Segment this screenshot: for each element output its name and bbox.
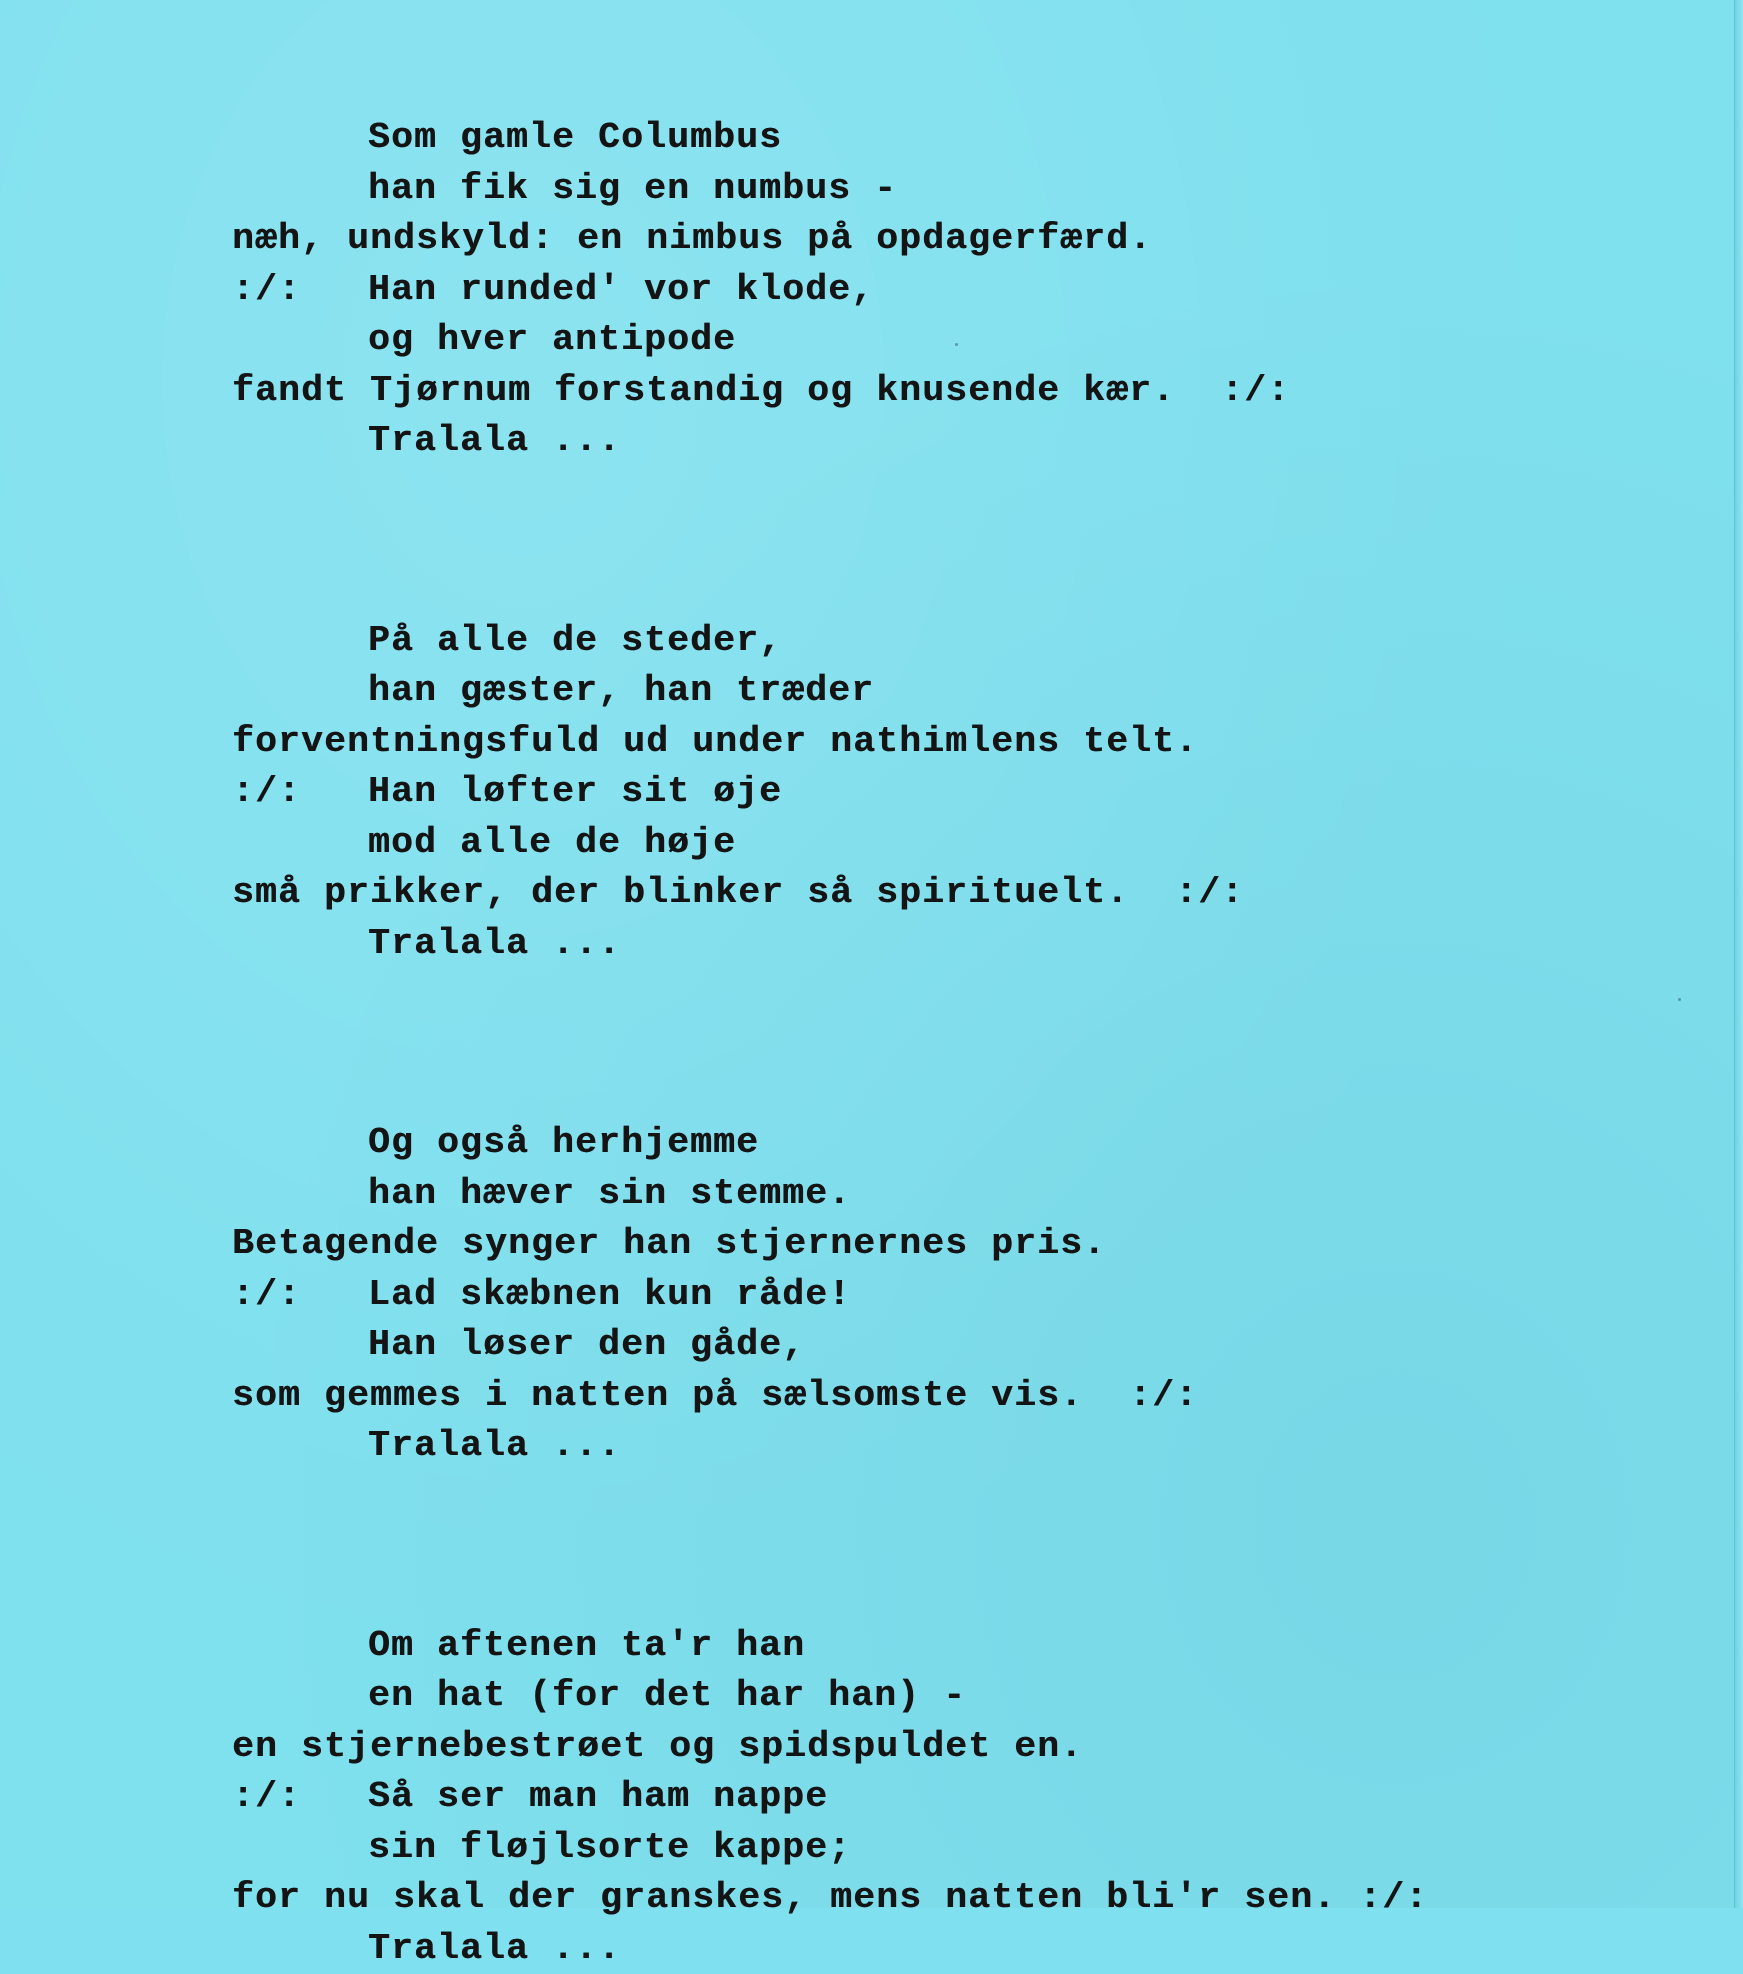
- poem-text: [232, 113, 1692, 1974]
- verse-line-text: Han løfter sit øje: [368, 771, 782, 812]
- verse-line-text: Lad skæbnen kun råde!: [368, 1274, 851, 1315]
- verse-line: næh, undskyld: en nimbus på opdagerfærd.: [232, 214, 1692, 265]
- repeat-sign: :/:: [232, 265, 368, 316]
- verse-line-text: Han runded' vor klode,: [368, 269, 874, 310]
- verse-line: han hæver sin stemme.: [232, 1169, 1692, 1220]
- verse-line: mod alle de høje: [232, 818, 1692, 869]
- verse-2: [232, 616, 1692, 970]
- verse-line-text: Så ser man ham nappe: [368, 1776, 828, 1817]
- verse-line: Om aftenen ta'r han: [232, 1621, 1692, 1672]
- verse-line-repeat: [232, 767, 1692, 818]
- verse-line: På alle de steder,: [232, 616, 1692, 667]
- verse-line: sin fløjlsorte kappe;: [232, 1823, 1692, 1874]
- verse-1: [232, 113, 1692, 467]
- verse-line-repeat: [232, 1772, 1692, 1823]
- repeat-sign: :/:: [232, 767, 368, 818]
- verse-line: små prikker, der blinker så spirituelt. :/:: [232, 868, 1692, 919]
- refrain-line: Tralala ...: [232, 1924, 1692, 1974]
- verse-line: han fik sig en numbus -: [232, 164, 1692, 215]
- repeat-sign: :/:: [232, 1772, 368, 1823]
- refrain-line: Tralala ...: [232, 919, 1692, 970]
- verse-line: og hver antipode: [232, 315, 1692, 366]
- verse-line: for nu skal der granskes, mens natten bli'r sen. :/:: [232, 1873, 1692, 1924]
- verse-line: Betagende synger han stjernernes pris.: [232, 1219, 1692, 1270]
- repeat-sign: :/:: [232, 1270, 368, 1321]
- refrain-line: Tralala ...: [232, 1421, 1692, 1472]
- verse-4: [232, 1621, 1692, 1974]
- paper-right-edge: [1734, 0, 1743, 1908]
- verse-line: Han løser den gåde,: [232, 1320, 1692, 1371]
- refrain-line: Tralala ...: [232, 416, 1692, 467]
- verse-line-repeat: [232, 265, 1692, 316]
- verse-line: Og også herhjemme: [232, 1118, 1692, 1169]
- verse-line: som gemmes i natten på sælsomste vis. :/:: [232, 1371, 1692, 1422]
- verse-line: Som gamle Columbus: [232, 113, 1692, 164]
- verse-line: en hat (for det har han) -: [232, 1671, 1692, 1722]
- verse-line: forventningsfuld ud under nathimlens telt.: [232, 717, 1692, 768]
- verse-line: han gæster, han træder: [232, 666, 1692, 717]
- verse-line-repeat: [232, 1270, 1692, 1321]
- verse-line: fandt Tjørnum forstandig og knusende kær. :/:: [232, 366, 1692, 417]
- verse-3: [232, 1118, 1692, 1472]
- verse-line: en stjernebestrøet og spidspuldet en.: [232, 1722, 1692, 1773]
